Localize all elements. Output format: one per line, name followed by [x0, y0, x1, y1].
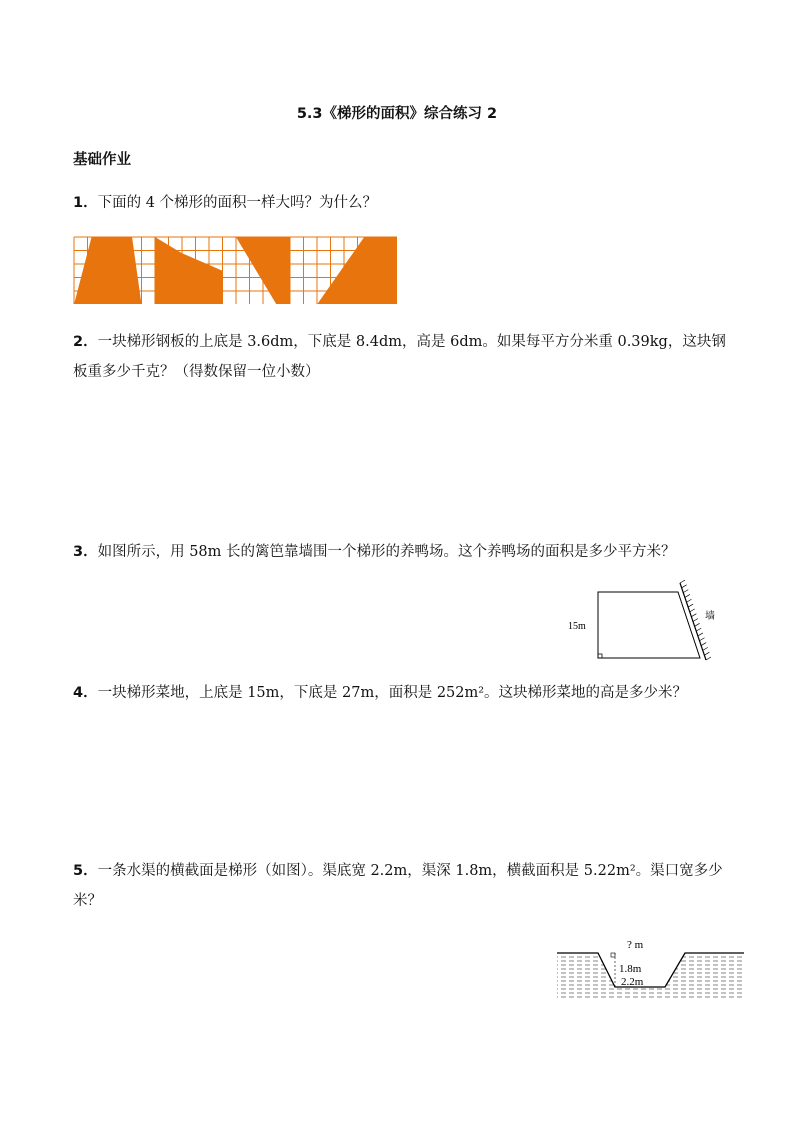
wall-hatch-mark: [683, 590, 688, 593]
wall-hatch-mark: [682, 585, 687, 588]
question-number: 3．: [73, 544, 98, 560]
question-number: 4．: [73, 685, 98, 701]
side-label: 15m: [568, 621, 586, 632]
canal-figure: [553, 935, 748, 1005]
canal-top-label: ? m: [627, 939, 644, 951]
question-number: 2．: [73, 334, 98, 350]
question-5: [73, 856, 728, 916]
question-number: 1．: [73, 195, 98, 211]
wall-hatch-mark: [685, 594, 690, 597]
soil-hatching: [557, 953, 744, 998]
question-4: [73, 678, 728, 708]
wall-hatch-mark: [698, 633, 703, 636]
wall-hatch-mark: [696, 628, 701, 631]
canal-depth-label: 1.8m: [619, 963, 642, 975]
question-number: 5．: [73, 863, 98, 879]
wall-hatch-mark: [680, 580, 685, 583]
right-angle-mark: [598, 654, 602, 658]
wall-hatch-mark: [687, 599, 692, 602]
wall-hatch-mark: [706, 657, 711, 660]
wall-hatch-mark: [693, 619, 698, 622]
trapezoid-shape: [598, 592, 700, 658]
wall-hatch-mark: [695, 623, 700, 626]
wall-hatch-mark: [704, 652, 709, 655]
question-text: 下面的 4 个梯形的面积一样大吗？为什么？: [97, 195, 378, 211]
wall-hatch-mark: [688, 604, 693, 607]
question-3: [73, 537, 728, 567]
question-text: 一条水渠的横截面是梯形（如图）。渠底宽 2.2m，渠深 1.8m，横截面积是 5.22m²。渠口宽多少米？: [73, 863, 723, 909]
duck-farm-figure: [560, 578, 730, 663]
section-heading: 基础作业: [73, 152, 131, 168]
wall-hatch-mark: [701, 643, 706, 646]
question-2: [73, 327, 728, 387]
page-title: 5.3《梯形的面积》综合练习 2: [296, 106, 498, 122]
question-text: 如图所示，用 58m 长的篱笆靠墙围一个梯形的养鸭场。这个养鸭场的面积是多少平方米？: [97, 544, 676, 560]
trapezoid-2: [155, 237, 223, 304]
wall-hatch-mark: [703, 647, 708, 650]
wall-hatch-mark: [700, 638, 705, 641]
trapezoid-grid-figure: [73, 236, 397, 304]
trapezoid-1: [74, 237, 142, 304]
wall-hatch-mark: [690, 609, 695, 612]
question-text: 一块梯形菜地，上底是 15m，下底是 27m，面积是 252m²。这块梯形菜地的高是多少米？: [97, 685, 688, 701]
question-text: 一块梯形钢板的上底是 3.6dm，下底是 8.4dm，高是 6dm。如果每平方分米重 0.39kg，这块钢板重多少千克？（得数保留一位小数）: [73, 334, 726, 380]
wall-hatch-mark: [691, 614, 696, 617]
wall-label: 墙: [705, 611, 715, 622]
question-1: [73, 188, 728, 218]
right-angle-mark: [611, 953, 615, 957]
canal-bottom-label: 2.2m: [621, 976, 644, 988]
